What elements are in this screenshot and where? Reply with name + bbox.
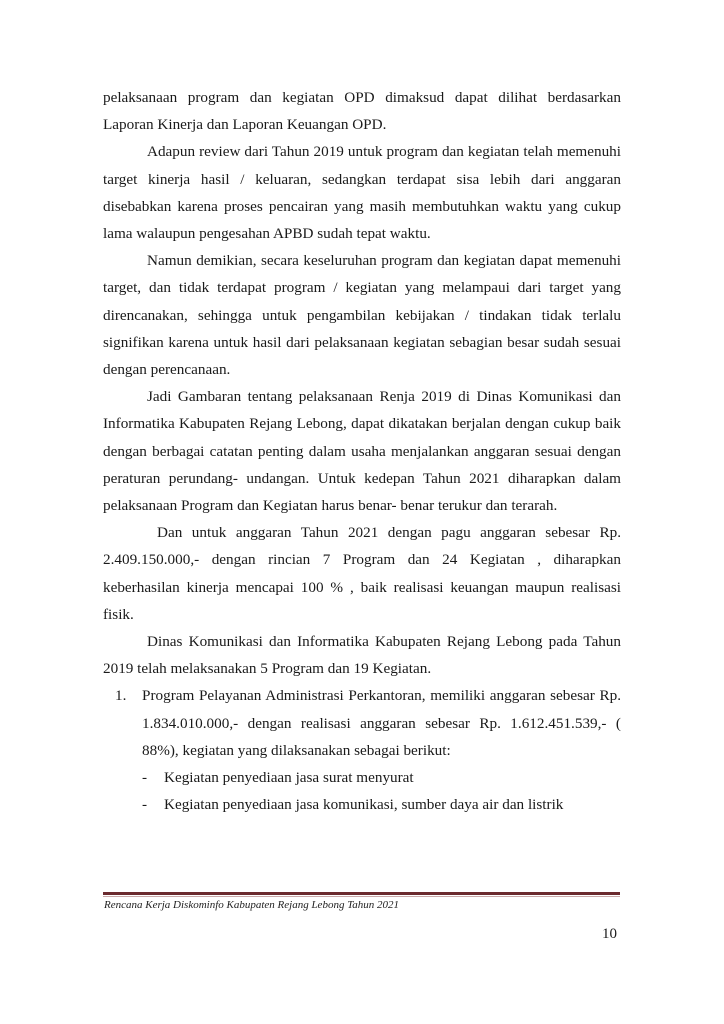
list-item-content [142, 682, 621, 818]
dash-bullet-icon: - [142, 769, 148, 787]
page-number: 10 [602, 926, 617, 942]
paragraph-dinas-2019: Dinas Komunikasi dan Informatika Kabupaten Rejang Lebong pada Tahun 2019 telah melaksanakan 5 Program dan 19 Kegiatan. [103, 633, 621, 678]
paragraph-review: Adapun review dari Tahun 2019 untuk program dan kegiatan telah memenuhi target kinerja hasil / keluaran, sedangkan terdapat sisa lebih dari anggaran disebabkan karena proses pencairan yang masih membutuhkan waktu yang cukup lama walaupun pengesahan APBD sudah tepat waktu. [103, 143, 621, 243]
paragraph-namun: Namun demikian, secara keseluruhan program dan kegiatan dapat memenuhi target, dan tidak terdapat program / kegiatan yang melampaui dari target yang direncanakan, sehingga untuk pengambilan kebijakan / tindakan tidak terlalu signifikan karena untuk hasil dari pelaksanaan kegiatan sebagian besar sudah sesuai dengan perencanaan. [103, 252, 621, 379]
list-item-number: 1. [115, 687, 127, 705]
paragraph-anggaran-2021: Dan untuk anggaran Tahun 2021 dengan pagu anggaran sebesar Rp. 2.409.150.000,- dengan rincian 7 Program dan 24 Kegiatan , diharapkan keberhasilan kinerja mencapai 100 % , baik realisasi keuangan maupun realisasi fisik. [103, 524, 621, 623]
sub-list-item-text: Kegiatan penyediaan jasa komunikasi, sumber daya air dan listrik [164, 796, 564, 814]
footer-divider-thin [103, 896, 620, 897]
sub-list [142, 764, 621, 818]
document-body [103, 84, 621, 818]
program-list [103, 682, 621, 818]
sub-list-item [142, 764, 621, 791]
list-item-text: Program Pelayanan Administrasi Perkantoran, memiliki anggaran sebesar Rp. 1.834.010.000,- dengan realisasi anggaran sebesar Rp. 1.612.451.539,- ( 88%), kegiatan yang dilaksanakan sebagai berikut: [142, 687, 621, 759]
paragraph-continuation: pelaksanaan program dan kegiatan OPD dimaksud dapat dilihat berdasarkan Laporan Kinerja dan Laporan Keuangan OPD. [103, 89, 621, 134]
footer-title: Rencana Kerja Diskominfo Kabupaten Rejang Lebong Tahun 2021 [104, 899, 400, 911]
sub-list-item-text: Kegiatan penyediaan jasa surat menyurat [164, 769, 414, 787]
paragraph-gambaran: Jadi Gambaran tentang pelaksanaan Renja 2019 di Dinas Komunikasi dan Informatika Kabupaten Rejang Lebong, dapat dikatakan berjalan dengan cukup baik dengan berbagai catatan penting dalam usaha menjalankan anggaran sesuai dengan peraturan perundang- undangan. Untuk kedepan Tahun 2021 diharapkan dalam pelaksanaan Program dan Kegiatan harus benar- benar terukur dan terarah. [103, 388, 621, 515]
sub-list-item [142, 791, 621, 818]
list-item [103, 682, 621, 818]
dash-bullet-icon: - [142, 796, 148, 814]
footer-divider [103, 892, 620, 895]
